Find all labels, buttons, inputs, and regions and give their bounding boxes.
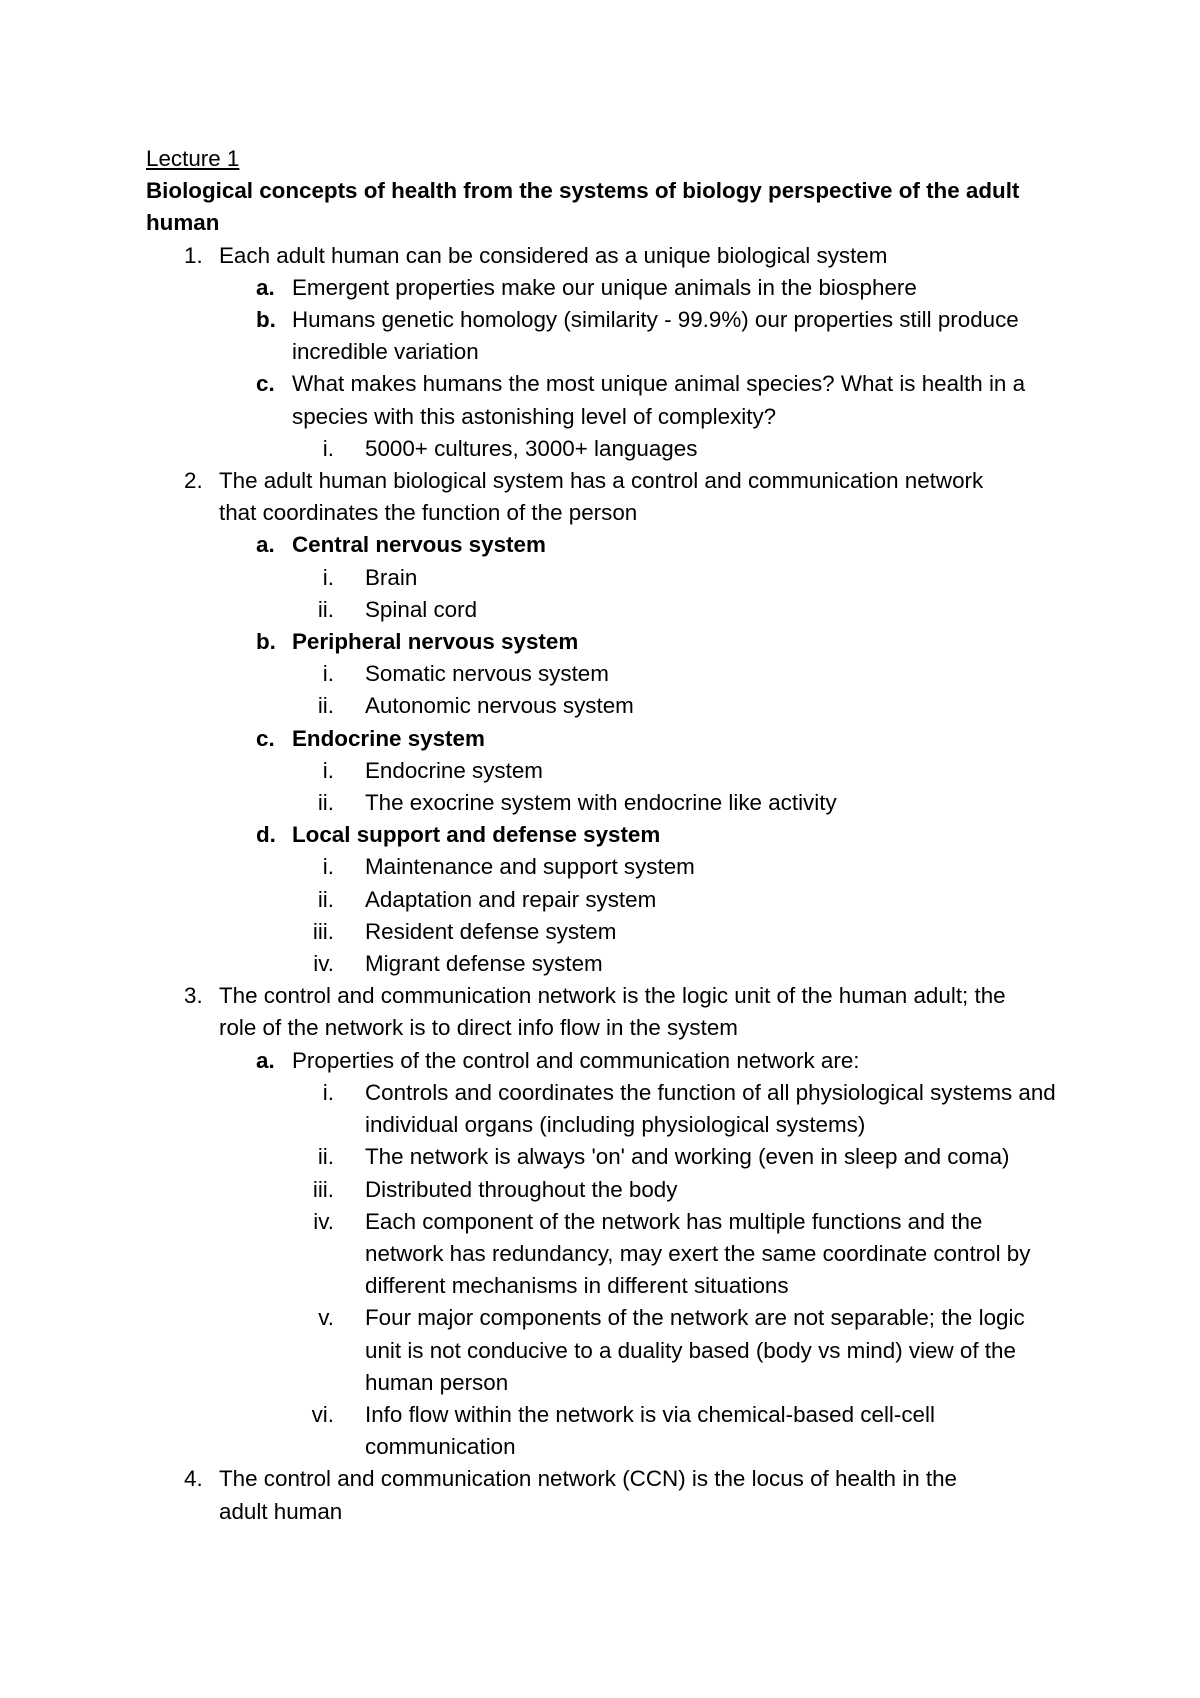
roman-numeral: iv. (313, 951, 334, 977)
list-item-text: Each adult human can be considered as a unique biological system (219, 242, 888, 268)
sub-list-item (146, 529, 1066, 561)
roman-list-item-text: Spinal cord (365, 596, 478, 622)
roman-numeral: iii. (312, 918, 334, 944)
list-item-text: The adult human biological system has a control and communication network that coordinates the function of the person (219, 468, 984, 526)
roman-list-item-text: The exocrine system with endocrine like activity (365, 790, 837, 816)
roman-list-item-text: Endocrine system (365, 757, 543, 783)
sub-list-letter: b. (256, 307, 276, 333)
sub-list-letter: a. (256, 274, 275, 300)
roman-list-item (146, 916, 1066, 948)
sub-list-item-text: Local support and defense system (292, 822, 661, 848)
roman-list-item (146, 1206, 1066, 1303)
sub-list-item (146, 272, 1066, 304)
roman-numeral: ii. (317, 790, 334, 816)
sub-list-item (146, 1045, 1066, 1077)
roman-list-item (146, 1141, 1066, 1173)
list-item-text: The control and communication network (CCN) is the locus of health in the adult human (219, 1466, 957, 1524)
roman-list-item (146, 1077, 1066, 1141)
roman-numeral: ii. (317, 596, 334, 622)
roman-numeral: ii. (317, 693, 334, 719)
sub-list-item-text: Endocrine system (292, 725, 485, 751)
roman-list-item (146, 851, 1066, 883)
roman-list-item-text: Migrant defense system (365, 951, 603, 977)
roman-list-item (146, 1174, 1066, 1206)
sub-list-item-text: What makes humans the most unique animal species? What is health in a species with this astonishing level of complexity? (292, 371, 1026, 429)
sub-list-item (146, 368, 1066, 432)
list-item (146, 240, 1066, 272)
list-number: 3. (184, 983, 203, 1009)
roman-list-item (146, 1399, 1066, 1463)
roman-numeral: i. (322, 435, 334, 461)
sub-list-item-text: Emergent properties make our unique animals in the biosphere (292, 274, 917, 300)
sub-list-item (146, 819, 1066, 851)
roman-list-item (146, 884, 1066, 916)
roman-numeral: i. (322, 661, 334, 687)
roman-list-item-text: Brain (365, 564, 418, 590)
roman-numeral: iv. (313, 1208, 334, 1234)
roman-numeral: i. (322, 854, 334, 880)
roman-list-item (146, 948, 1066, 980)
roman-numeral: i. (322, 1079, 334, 1105)
lecture-title: Lecture 1 (146, 146, 240, 171)
sub-list-item (146, 304, 1066, 368)
sub-list-letter: c. (256, 371, 275, 397)
roman-list-item-text: The network is always 'on' and working (even in sleep and coma) (365, 1144, 1010, 1170)
roman-numeral: i. (322, 564, 334, 590)
list-item (146, 980, 1066, 1044)
roman-numeral: ii. (317, 1144, 334, 1170)
sub-list-item-text: Peripheral nervous system (292, 629, 579, 655)
roman-numeral: iii. (312, 1176, 334, 1202)
sub-list-item-text: Central nervous system (292, 532, 546, 558)
roman-list-item-text: Somatic nervous system (365, 661, 609, 687)
roman-list-item (146, 690, 1066, 722)
sub-list-letter: c. (256, 725, 275, 751)
roman-list-item (146, 433, 1066, 465)
list-item (146, 465, 1066, 529)
roman-numeral: v. (318, 1305, 334, 1331)
roman-numeral: i. (322, 757, 334, 783)
roman-numeral: vi. (311, 1401, 334, 1427)
roman-list-item-text: Each component of the network has multiple functions and the network has redundancy, may exert the same coordinate control by different mechanisms in different situations (365, 1208, 1031, 1299)
roman-numeral: ii. (317, 886, 334, 912)
sub-list-item-text: Properties of the control and communication network are: (292, 1047, 860, 1073)
list-number: 1. (184, 242, 203, 268)
roman-list-item (146, 658, 1066, 690)
sub-list-letter: a. (256, 1047, 275, 1073)
roman-list-item-text: Adaptation and repair system (365, 886, 657, 912)
sub-list-letter: a. (256, 532, 275, 558)
sub-list-letter: d. (256, 822, 276, 848)
document-content (146, 143, 1066, 1528)
roman-list-item-text: Controls and coordinates the function of all physiological systems and individual organs (including physiological systems) (365, 1079, 1056, 1138)
roman-list-item (146, 594, 1066, 626)
sub-list-letter: b. (256, 629, 276, 655)
roman-list-item (146, 755, 1066, 787)
roman-list-item-text: 5000+ cultures, 3000+ languages (365, 435, 698, 461)
roman-list-item-text: Info flow within the network is via chemical-based cell-cell communication (365, 1401, 935, 1460)
list-item (146, 1463, 1066, 1527)
roman-list-item-text: Resident defense system (365, 918, 617, 944)
document-heading: Biological concepts of health from the systems of biology perspective of the adult human (146, 178, 1020, 236)
sub-list-item (146, 723, 1066, 755)
sub-list-item (146, 626, 1066, 658)
roman-list-item-text: Maintenance and support system (365, 854, 695, 880)
roman-list-item-text: Autonomic nervous system (365, 693, 634, 719)
roman-list-item (146, 787, 1066, 819)
roman-list-item (146, 562, 1066, 594)
list-number: 2. (184, 468, 203, 494)
list-item-text: The control and communication network is the logic unit of the human adult; the role of the network is to direct info flow in the system (219, 983, 1006, 1041)
roman-list-item (146, 1302, 1066, 1399)
sub-list-item-text: Humans genetic homology (similarity - 99.9%) our properties still produce incredible variation (292, 307, 1019, 365)
list-number: 4. (184, 1466, 203, 1492)
roman-list-item-text: Four major components of the network are not separable; the logic unit is not conducive to a duality based (body vs mind) view of the human person (365, 1305, 1025, 1395)
roman-list-item-text: Distributed throughout the body (365, 1176, 678, 1202)
